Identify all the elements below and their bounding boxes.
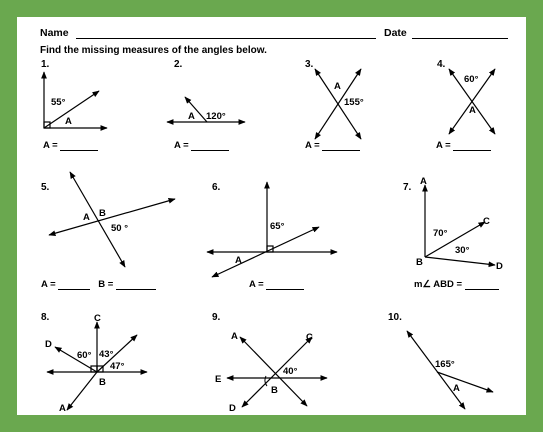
fig7-label-d: D xyxy=(496,261,503,272)
fig3-label-155: 155° xyxy=(344,97,364,108)
fig1-label-55: 55° xyxy=(51,97,66,108)
fig9-label-e: E xyxy=(215,374,222,385)
fig2-label-120: 120° xyxy=(206,111,226,122)
fig3-label-a: A xyxy=(334,81,341,92)
problem-5-number: 5. xyxy=(41,182,50,193)
fig9-label-b: B xyxy=(271,385,278,396)
problem-6-number: 6. xyxy=(212,182,221,193)
answer-b-label: B = xyxy=(98,279,114,290)
problem-1-number: 1. xyxy=(41,59,50,70)
fig8-label-60: 60° xyxy=(77,350,92,361)
fig8-label-47: 47° xyxy=(110,361,125,372)
fig8-label-d: D xyxy=(45,339,52,350)
fig7-label-c: C xyxy=(483,216,490,227)
fig8-label-43: 43° xyxy=(99,349,114,360)
figure-9 xyxy=(227,337,327,407)
date-label: Date xyxy=(384,27,407,39)
fig9-label-d: D xyxy=(229,403,236,414)
fig6-label-a: A xyxy=(235,255,242,266)
fig6-label-65: 65° xyxy=(270,221,285,232)
fig5-label-50: 50 ° xyxy=(111,223,129,234)
problem-7-number: 7. xyxy=(403,182,412,193)
fig5-label-a: A xyxy=(83,212,90,223)
answer-label: A = xyxy=(436,140,451,151)
fig10-label-165: 165° xyxy=(435,359,455,370)
name-label: Name xyxy=(40,27,69,39)
fig7-label-70: 70° xyxy=(433,228,448,239)
fig5-label-b: B xyxy=(99,208,106,219)
problem-9-number: 9. xyxy=(212,312,221,323)
fig9-label-40: 40° xyxy=(283,366,298,377)
answer-a-label: A = xyxy=(41,279,56,290)
fig10-label-a: A xyxy=(453,383,460,394)
fig7-label-a: A xyxy=(420,176,427,187)
fig7-label-30: 30° xyxy=(455,245,470,256)
problem-2-number: 2. xyxy=(174,59,183,70)
fig9-label-c: C xyxy=(306,332,313,343)
fig1-label-a: A xyxy=(65,116,72,127)
problem-3-number: 3. xyxy=(305,59,314,70)
fig8-label-c: C xyxy=(94,313,101,324)
problem-10-number: 10. xyxy=(388,312,402,323)
figure-5 xyxy=(49,172,175,267)
fig7-label-b: B xyxy=(416,257,423,268)
instructions: Find the missing measures of the angles below. xyxy=(40,45,267,56)
problem-8-number: 8. xyxy=(41,312,50,323)
fig2-label-a: A xyxy=(188,111,195,122)
worksheet xyxy=(17,17,526,415)
angle-figures xyxy=(17,17,526,415)
fig8-label-a: A xyxy=(59,403,66,414)
fig9-label-a: A xyxy=(231,331,238,342)
answer-label: A = xyxy=(305,140,320,151)
fig8-label-b: B xyxy=(99,377,106,388)
fig4-label-a: A xyxy=(469,105,476,116)
answer-label: m∠ ABD = xyxy=(414,279,463,290)
answer-label: A = xyxy=(174,140,189,151)
figure-10 xyxy=(407,331,493,409)
figure-8 xyxy=(47,322,147,410)
answer-label: A = xyxy=(249,279,264,290)
problem-4-number: 4. xyxy=(437,59,446,70)
fig4-label-60: 60° xyxy=(464,74,479,85)
answer-label: A = xyxy=(43,140,58,151)
